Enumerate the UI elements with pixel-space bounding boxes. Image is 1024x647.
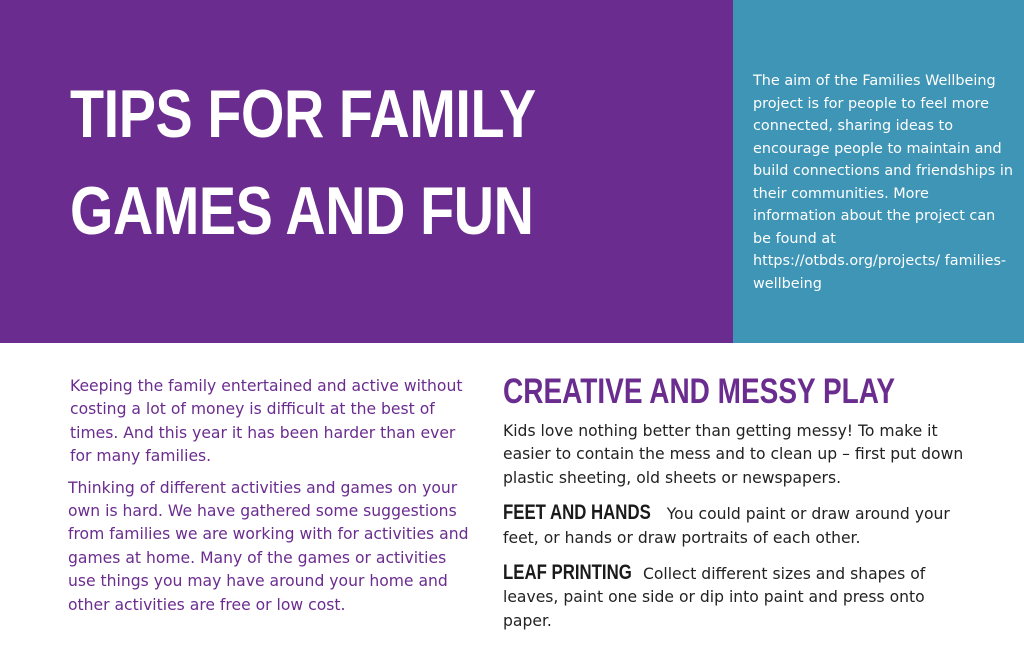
- creative-play-section: [503, 370, 973, 644]
- intro-paragraph-1: Keeping the family entertained and active without costing a lot of money is difficult at the best of times. And this year it has been harder than ever for many families.: [70, 377, 463, 466]
- title-banner: [0, 0, 733, 343]
- page-title: [70, 66, 536, 260]
- tip-text: Collect different sizes and shapes of leaves, paint one side or dip into paint and press onto paper.: [503, 565, 926, 630]
- tip-title: FEET AND HANDS: [503, 501, 651, 525]
- page-title-line-2: GAMES AND FUN: [70, 173, 534, 249]
- section-intro: Kids love nothing better than getting messy! To make it easier to contain the mess and to clean up – first put down plastic sheeting, old sheets or newspapers.: [503, 422, 964, 487]
- tip-title: LEAF PRINTING: [503, 561, 632, 585]
- tip-text: You could paint or draw around your feet, or hands or draw portraits of each other.: [503, 505, 950, 547]
- tip-leaf-printing: [503, 561, 973, 633]
- section-heading: CREATIVE AND MESSY PLAY: [503, 372, 896, 411]
- project-info-text: The aim of the Families Wellbeing project is for people to feel more connected, sharing ideas to encourage people to maintain and build connections and friendships in their communities. More information about the project can be found at https://otbds.org/projects/ families-wellbeing: [753, 73, 1014, 292]
- page-title-line-1: TIPS FOR FAMILY: [70, 76, 536, 152]
- project-info-panel: [733, 0, 1024, 343]
- tip-feet-and-hands: [503, 501, 973, 550]
- intro-paragraph-2: Thinking of different activities and games on your own is hard. We have gathered some suggestions from families we are working with for activities and games at home. Many of the games or activities use things you may have around your home and other activities are free or low cost.: [68, 478, 469, 614]
- intro-column: [70, 375, 470, 617]
